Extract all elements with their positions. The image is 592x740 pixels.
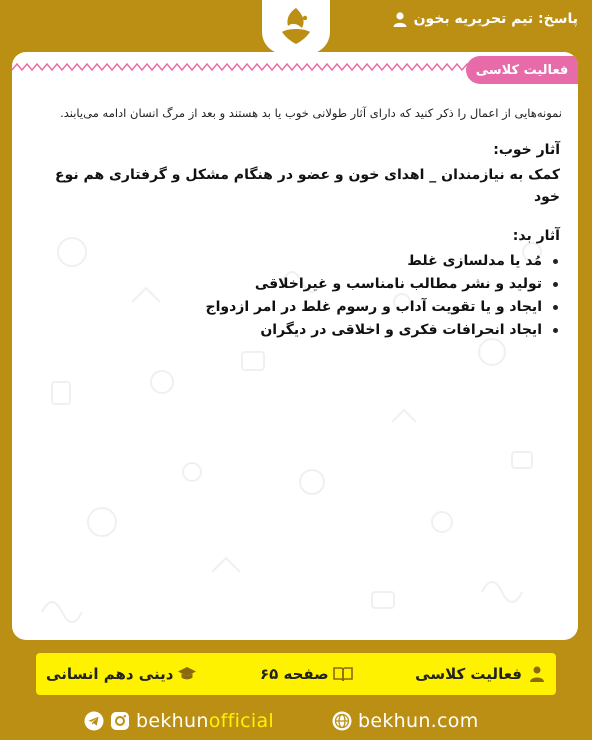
telegram-icon[interactable] <box>84 711 104 731</box>
logo-tab <box>262 0 330 54</box>
bottom-book: دینی دهم انسانی <box>46 665 197 683</box>
bullet-icon <box>553 305 558 310</box>
answer-content <box>40 140 560 342</box>
footer <box>0 704 592 740</box>
social-handle[interactable] <box>84 710 274 732</box>
book-icon <box>335 665 353 683</box>
good-effects-text: کمک به نیازمندان _ اهدای خون و عضو در هنگام مشکل و گرفتاری هم نوع خود <box>55 167 560 205</box>
bad-effects-heading: آثار بد: <box>512 228 560 244</box>
list-item: ایجاد و یا تقویت آداب و رسوم غلط در امر ازدواج <box>40 296 542 319</box>
list-item: مُد یا مدلسازی غلط <box>40 250 542 273</box>
student-icon <box>528 665 546 683</box>
social-handle-text: bekhunofficial <box>136 710 275 732</box>
bullet-icon <box>553 282 558 287</box>
graduation-cap-icon <box>179 665 197 683</box>
content-card <box>12 52 578 640</box>
bottom-page: صفحه ۶۵ <box>260 665 353 683</box>
answer-label: پاسخ: تیم تحریریه بخون <box>413 11 578 27</box>
instagram-icon[interactable] <box>110 711 130 731</box>
answer-header <box>392 8 578 30</box>
website-text: bekhun.com <box>358 710 479 732</box>
good-effects-heading: آثار خوب: <box>493 142 560 158</box>
bullet-icon <box>553 259 558 264</box>
question-text: نمونه‌هایی از اعمال را ذکر کنید که دارای آثار طولانی خوب یا بد هستند و بعد از مرگ انسان ادامه می‌یابند. <box>60 106 562 120</box>
decorative-zigzag <box>12 61 472 73</box>
activity-tab: فعالیت کلاسی <box>466 56 578 84</box>
bullet-icon <box>553 328 558 333</box>
bottom-activity: فعالیت کلاسی <box>415 665 546 683</box>
list-item: تولید و نشر مطالب نامناسب و غیراخلاقی <box>40 273 542 296</box>
website-link[interactable] <box>332 710 479 732</box>
bekhun-logo-icon <box>276 6 316 48</box>
list-item: ایجاد انحرافات فکری و اخلاقی در دیگران <box>40 319 542 342</box>
bottom-info-bar <box>36 653 556 695</box>
bad-effects-list <box>40 250 560 342</box>
globe-icon <box>332 711 352 731</box>
user-icon <box>392 11 408 27</box>
